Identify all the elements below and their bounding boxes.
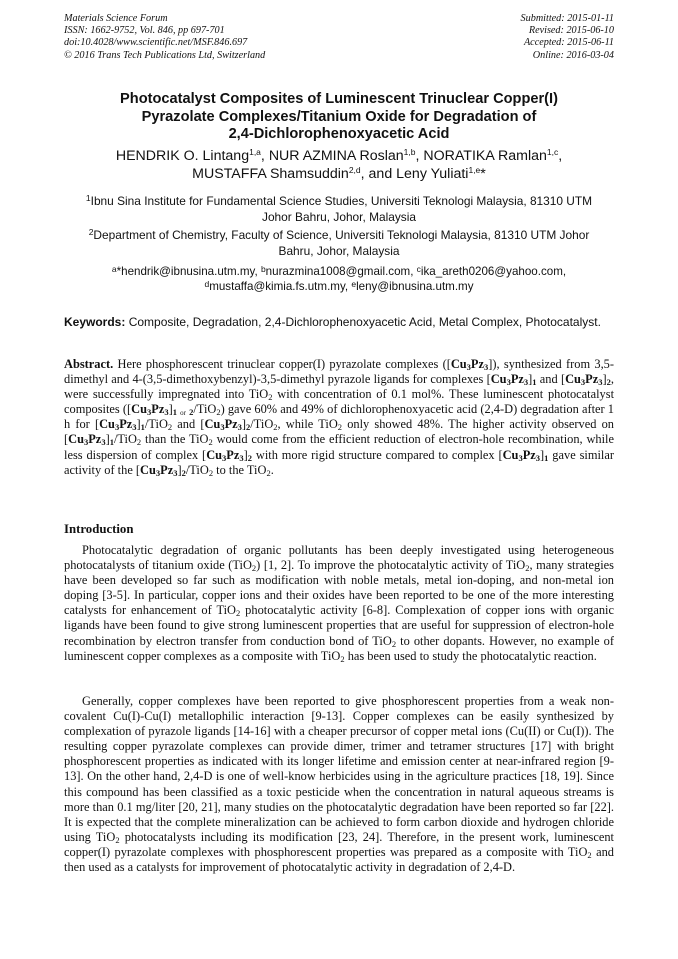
revised-date: Revised: 2015-06-10	[528, 25, 614, 37]
author-emails: $^a$*hendrik@ibnusina.utm.my, $^b$nurazmina1008@gmail.com, $^c$ika_areth0206@yahoo.com, $^d$mustaffa@kimia.fs.utm.my, $^e$leny@ibnusina.utm.my	[111, 264, 567, 293]
author-name: HENDRIK O. Lintang	[115, 148, 250, 164]
author-list: HENDRIK O. Lintang$^{1,a}$, NUR AZMINA Roslan$^{1,b}$, NORATIKA Ramlan$^{1,c}$, MUSTAFFA Shamsuddin$^{2,d}$, and Leny Yuliati$^{1,e}$*	[115, 147, 563, 182]
author-affiliation-mark: 1,c	[546, 147, 559, 157]
introduction-paragraph: Photocatalytic degradation of organic pollutants has been deeply investigated using heterogeneous photocatalysts of titanium oxide (TiO$_2$) [1, 2]. To improve the photocatalytic activity of TiO$_2$, many strategies have been developed so far such as modification with noble metals, metal ion-doping, and non-metal ion doping [3-5]. In particular, copper ions and their oxides have been reported to be one of the more interesting catalysts for enhancement of TiO$_2$ photocatalytic activity [6-8]. Complexation of copper ions with organic ligands have been found to give strong luminescent properties that are useful for suppression of electron-hole recombination by electron transfer from conduction bond of TiO$_2$ to other dopants. However, no example of luminescent copper complexes as a composite with TiO$_2$ has been used to study the photocatalytic reaction.	[64, 543, 614, 664]
author-name: Leny Yuliati	[396, 165, 469, 182]
title-line: Pyrazolate Complexes/Titanium Oxide for Degradation of	[141, 108, 537, 125]
title-line: Photocatalyst Composites of Luminescent Trinuclear Copper(I)	[120, 91, 558, 107]
author-affiliation-mark: 1,b	[403, 147, 416, 157]
submitted-date: Submitted: 2015-01-11	[520, 13, 614, 24]
email-link[interactable]: ika_areth0206@yahoo.com,	[420, 265, 567, 278]
author-name: NORATIKA Ramlan	[423, 148, 547, 164]
online-date: Online: 2016-03-04	[532, 49, 614, 61]
email-link[interactable]: *hendrik@ibnusina.utm.my,	[116, 265, 261, 278]
paper-title	[64, 91, 614, 144]
author-name: NUR AZMINA Roslan	[268, 148, 404, 164]
copyright: © 2016 Trans Tech Publications Ltd, Switzerland	[64, 49, 266, 61]
journal-name: Materials Science Forum	[64, 13, 168, 24]
issn: ISSN: 1662-9752, Vol. 846, pp 697-701	[64, 25, 225, 37]
keywords-label: Keywords:	[64, 315, 126, 329]
affiliation-1: $^1$Ibnu Sina Institute for Fundamental Science Studies, Universiti Teknologi Malaysia, 81310 UTM Johor Bahru, Johor, Malaysia	[85, 193, 593, 224]
keywords-text: Composite, Degradation, 2,4-Dichlorophenoxyacetic Acid, Metal Complex, Photocatalyst.	[125, 315, 601, 329]
email-link[interactable]: leny@ibnusina.utm.my	[356, 279, 474, 293]
abstract-label: Abstract.	[64, 357, 114, 371]
introduction-paragraph: Generally, copper complexes have been reported to give phosphorescent properties from a weak non-covalent Cu(I)-Cu(I) metallophilic interaction [9-13]. Copper complexes can be easily synthesized by complexation of pyrazole ligands [14-16] with a cheaper precursor of copper metal ions (Cu(II) or Cu(I)). The resulting copper pyrazolate complexes can provide dimer, trimer and tetramer structures [17] with bright phosphorescent properties as indicated with its longer lifetime and emission center at near-infrared region [9-13]. On the other hand, 2,4-D is one of well-know herbicides using in the agriculture practices [18, 19]. Since this compound has been classified as a toxic pesticide when the concentration in natural aqueous streams is more than 0.1 mg/liter [20, 21], many studies on the photocatalytic degradation have been reported so far [22]. It is expected that the complete mineralization can be achieved to form carbon dioxide and hydrogen chloride using TiO$_2$ photocatalysts including its modification [23, 24]. Therefore, in the present work, luminescent copper(I) pyrazolate complexes with phosphorescent properties was prepared as a composite with TiO$_2$ and then used as a catalysts for improvement of photocatalytic activity in degradation of 2,4-D.	[64, 694, 614, 875]
email-link[interactable]: mustaffa@kimia.fs.utm.my,	[209, 279, 352, 293]
section-heading-introduction: Introduction	[64, 522, 134, 536]
email-link[interactable]: nurazmina1008@gmail.com,	[265, 265, 417, 278]
publication-dates	[521, 13, 614, 62]
corresponding-author-mark: *	[480, 165, 486, 182]
author-name: MUSTAFFA Shamsuddin	[192, 165, 349, 182]
abstract: Abstract. Here phosphorescent trinuclear copper(I) pyrazolate complexes $([Cu_3Pz_3])$, synthesized from 3,5-dimethyl and 4-(3,5-dimethoxybenzyl)-3,5-dimethyl pyrazole ligands for complexes $[Cu_3Pz_3]_1$ and $[Cu_3Pz_3]_2$, were successfully impregnated into TiO$_2$ with concentration of 0.1 mol%. These luminescent photocatalyst composites ($[Cu_3Pz_3]_1$ $_{or}$ $_2$/TiO$_2$) gave 60% and 49% of dichlorophenoxyacetic acid (2,4-D) degradation after 1 h for $[Cu_3Pz_3]_1/TiO_2$ and $[Cu_3Pz_3]_2/TiO_2$, while TiO$_2$ only showed 48%. The higher activity observed on $[Cu_3Pz_3]_1/TiO_2$ than the TiO$_2$ would come from the efficient reduction of electron-hole recombination, while less dispersion of complex $[Cu_3Pz_3]_2$ with more rigid structure compared to complex $[Cu_3Pz_3]_1$ gave similar activity of the $[Cu_3Pz_3]_2/TiO_2$ to the TiO$_2$.	[64, 357, 615, 478]
keywords	[64, 315, 614, 330]
doi: doi:10.4028/www.scientific.net/MSF.846.697	[64, 37, 248, 49]
publication-info	[64, 13, 265, 62]
accepted-date: Accepted: 2015-06-11	[523, 37, 614, 49]
title-line: 2,4-Dichlorophenoxyacetic Acid	[228, 126, 450, 142]
author-affiliation-mark: 2,d	[348, 164, 361, 175]
affiliation-2: $^2$Department of Chemistry, Faculty of Science, Universiti Teknologi Malaysia, 81310 UTM Johor Bahru, Johor, Malaysia	[88, 227, 590, 258]
author-affiliation-mark: 1,e	[468, 164, 481, 175]
author-affiliation-mark: 1,a	[249, 147, 261, 157]
